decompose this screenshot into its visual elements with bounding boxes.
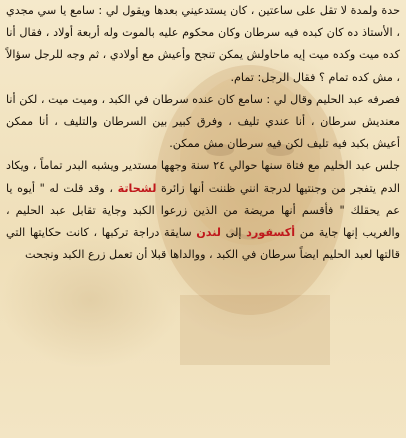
paragraph [6,0,400,89]
highlighted-name: أكسفورد [246,226,296,240]
article-text [6,0,400,266]
text-segment: إلى [221,226,247,240]
highlighted-name: لندن [196,226,221,240]
paragraph [6,89,400,156]
text-segment: ، وقد قلت له " أيوه يا عم يحقلك " فأقسم أنها مريضة من الذين زرعوا الكبد وجاية تقابل عبد الحليم ، والغريب إنها جاية من [6,181,400,240]
paragraph [6,155,400,266]
text-segment: جلس عبد الحليم مع فتاة سنها حوالي ٢٤ سنة وجهها مستدير ويشبه البدر تماماً ، ويكاد الدم يتفجر من وجنتيها لدرجة انني ظننت أنها زائرة [6,159,400,195]
text-segment: حدة ولمدة لا تقل على ساعتين ، كان يستدعيني بعدها ويقول لي : سامع يا سي مجدي ، الأستاذ ده كان كبده فيه سرطان وكان محكوم عليه بالموت وله أربعة أولاد ، فقال أنا كده ميت وكده ميت إيه ماحاولش يمكن تنجح وأعيش مع أولادي ، ثم وجه للرجل سؤالاً ، مش كده تمام ؟ فقال الرجل: تمام. [6,4,400,84]
text-segment: سايقة دراجة تركبها ، كانت حكايتها التي قالتها لعبد الحليم ايضاً سرطان في الكبد ، ووالداها قبلا أن تعمل زرع الكبد ونجحت [6,226,400,262]
text-segment: فصرفه عبد الحليم وقال لي : سامع كان عنده سرطان في الكبد ، وميت ميت ، لكن أنا معنديش سرطان ، أنا عندي تليف ، وفرق كبير بين السرطان والتليف ، أنا ممكن أعيش بكبد فيه تليف لكن فيه سرطان مش ممكن. [6,92,400,151]
highlighted-name: لشحاتة [117,181,157,195]
